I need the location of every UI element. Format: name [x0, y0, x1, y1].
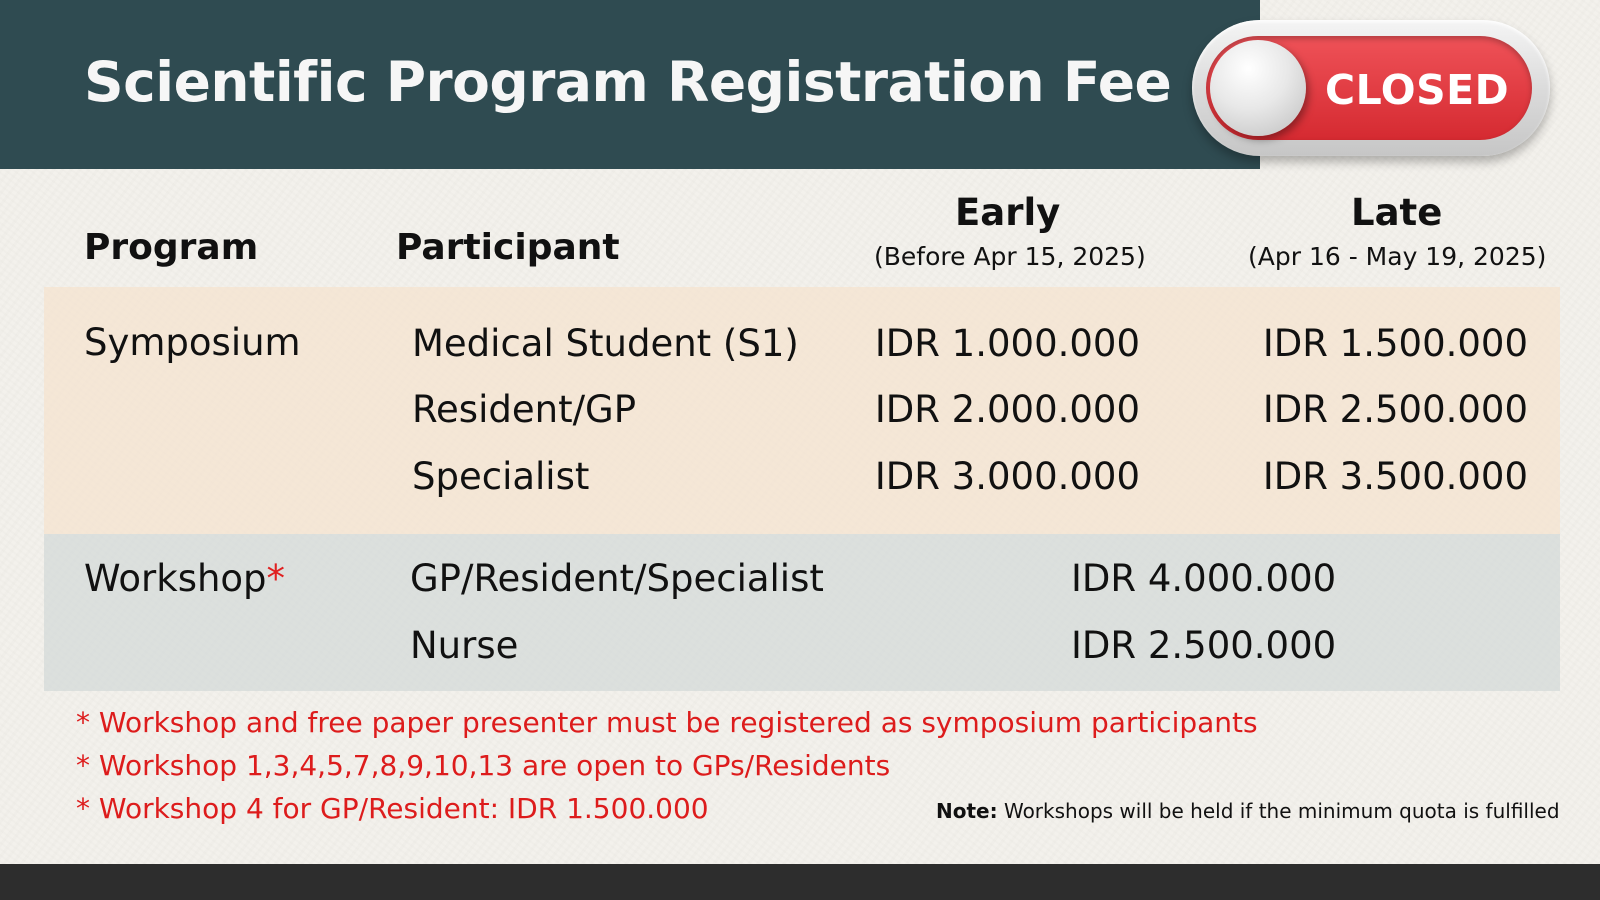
workshop-fee-cell: IDR 4.000.000: [1071, 557, 1337, 600]
column-subheader-late: (Apr 16 - May 19, 2025): [1248, 242, 1547, 271]
toggle-knob-icon: [1210, 40, 1306, 136]
participant-cell: Resident/GP: [412, 388, 637, 431]
quota-note-text: Workshops will be held if the minimum quota is fulfilled: [997, 799, 1560, 823]
late-fee-cell: IDR 2.500.000: [1262, 388, 1528, 431]
header-bar: [0, 0, 1260, 169]
footnote-line: * Workshop 1,3,4,5,7,8,9,10,13 are open to GPs/Residents: [76, 749, 891, 782]
status-badge: CLOSED: [1325, 66, 1510, 114]
footnote-line: * Workshop and free paper presenter must be registered as symposium participants: [76, 706, 1258, 739]
column-header-late: Late: [1351, 191, 1443, 234]
closed-status-toggle: [1192, 20, 1550, 156]
early-fee-cell: IDR 2.000.000: [874, 388, 1140, 431]
early-fee-cell: IDR 3.000.000: [874, 455, 1140, 498]
early-fee-cell: IDR 1.000.000: [874, 322, 1140, 365]
workshop-label-text: Workshop: [84, 557, 267, 600]
program-label-symposium: Symposium: [84, 321, 301, 364]
column-header-early: Early: [955, 191, 1061, 234]
column-subheader-early: (Before Apr 15, 2025): [874, 242, 1146, 271]
participant-cell: Nurse: [410, 624, 519, 667]
page-title: Scientific Program Registration Fee: [84, 50, 1172, 114]
quota-note: [936, 799, 1560, 823]
participant-cell: GP/Resident/Specialist: [410, 557, 824, 600]
late-fee-cell: IDR 3.500.000: [1262, 455, 1528, 498]
late-fee-cell: IDR 1.500.000: [1262, 322, 1528, 365]
workshop-fee-cell: IDR 2.500.000: [1071, 624, 1337, 667]
column-header-participant: Participant: [396, 227, 620, 268]
quota-note-label: Note:: [936, 799, 998, 823]
column-header-program: Program: [84, 227, 259, 268]
footnote-line: * Workshop 4 for GP/Resident: IDR 1.500.000: [76, 792, 709, 825]
participant-cell: Specialist: [412, 455, 590, 498]
program-label-workshop: [84, 557, 285, 600]
footer-bar: [0, 864, 1600, 900]
participant-cell: Medical Student (S1): [412, 322, 799, 365]
workshop-asterisk: *: [266, 557, 286, 600]
